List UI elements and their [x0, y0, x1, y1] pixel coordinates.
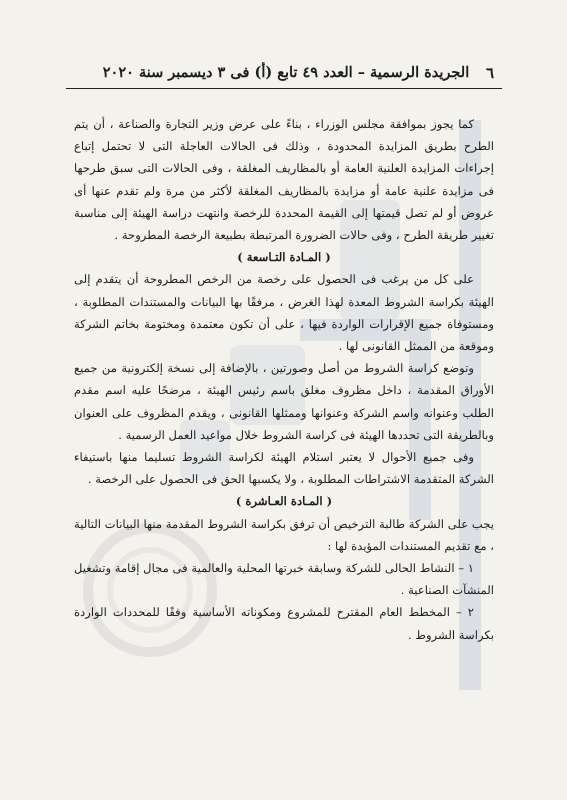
article-ten-heading: ( المـادة العـاشرة ) — [235, 494, 333, 509]
list-item-1: ١ – النشاط الحالى للشركة وسابقة خبرتها المحلية والعالمية فى مجال إقامة وتشغيل المنشآت الصناعية . — [74, 561, 494, 598]
paragraph-submission: وتوضع كراسة الشروط من أصل وصورتين ، بالإضافة إلى نسخة إلكترونية من جميع الأوراق المقدمة ، داخل مظروف مغلق باسم رئيس الهيئة ، مرضحًا عليه اسم مقدم الطلب وعنوانه واسم الشركة وعنوانها وممثلها القانونى ، ويقدم المظروف على العنوان وبالطريقة التى تحددها الهيئة فى كراسة الشروط خلال مواعيد العمل الرسمية . — [74, 361, 494, 442]
page-header-title: الجريدة الرسمية – العدد ٤٩ تابع (أ) فى ٣ ديسمبر سنة ٢٠٢٠ — [102, 64, 470, 81]
list-item-2: ٢ – المخطط العام المقترح للمشروع ومكوناته الأساسية وفقًا للمحددات الواردة بكراسة الشروط . — [74, 605, 494, 642]
paragraph-auction-methods: كما يجوز بموافقة مجلس الوزراء ، بناءً على عرض وزير التجارة والصناعة ، أن يتم الطرح بطريق المزايدة المحدودة ، وذلك فى الحالات العاجلة التى لا تحتمل إتباع إجراءات المزايدة العلنية العامة أو بالمظاريف المغلقة ، وفى الحالات التى سبق طرحها فى مزايدة علنية عامة أو مزايدة بالمظاريف المغلقة لأكثر من مرة ولم تقدم عنها أى عروض أو لم تصل قيمتها إلى القيمة المحددة للرخصة وانتهت دراسة الهيئة إلى مناسبة تغيير طريقة الطرح ، وفى حالات الضرورة المرتبطة بطبيعة الرخصة المطروحة . — [74, 117, 494, 243]
page-number: ٦ — [485, 64, 494, 82]
article-nine-heading: ( المـادة التـاسعة ) — [237, 250, 331, 265]
paragraph-receipt: وفى جميع الأحوال لا يعتبر استلام الهيئة لكراسة الشروط تسليما منها باستيفاء الشركة المتقدمة الاشتراطات المطلوبة ، ولا يكسبها الحق فى الحصول على الرخصة . — [74, 450, 494, 487]
header-divider — [66, 88, 502, 89]
paragraph-application: على كل من يرغب فى الحصول على رخصة من الرخص المطروحة أن يتقدم إلى الهيئة بكراسة الشروط المعدة لهذا الغرض ، مرفقًا بها البيانات والمستندات المطلوبة ، ومستوفاة جميع الإقرارات الواردة فيها ، على أن تكون معتمدة ومختومة بخاتم الشركة وموقعة من الممثل القانونى لها . — [74, 272, 494, 354]
document-body — [74, 113, 494, 646]
paragraph-required-data: يجب على الشركة طالبة الترخيص أن ترفق بكراسة الشروط المقدمة منها البيانات التالية ، مع تقديم المستندات المؤيدة لها : — [74, 516, 494, 553]
